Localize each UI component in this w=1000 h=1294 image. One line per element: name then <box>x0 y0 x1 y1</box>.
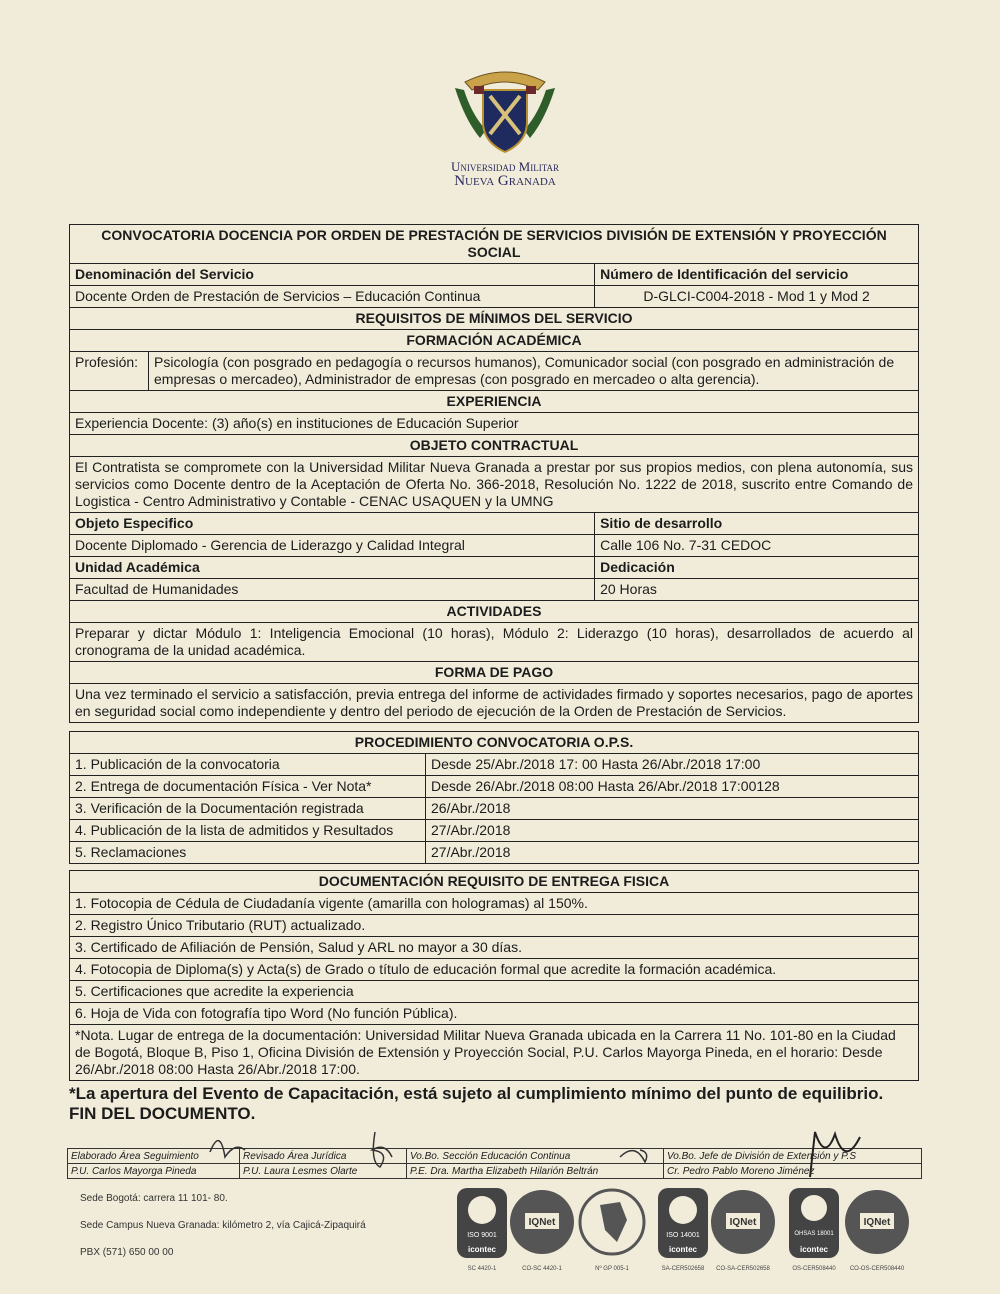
certification-logos <box>455 1180 925 1275</box>
cert-code: CO-OS-CER508440 <box>849 1266 905 1272</box>
iso9001-label: ISO 9001 <box>467 1232 497 1239</box>
experiencia-value: Experiencia Docente: (3) año(s) en instituciones de Educación Superior <box>70 413 919 435</box>
footer-pbx: PBX (571) 650 00 00 <box>80 1247 174 1258</box>
list-item <box>70 1003 919 1025</box>
formacion-title: FORMACIÓN ACADÉMICA <box>70 330 919 352</box>
procedimiento-date: 27/Abr./2018 <box>426 842 919 864</box>
cert-code: OS-CER508440 <box>792 1266 836 1272</box>
iso14001-label: ISO 14001 <box>666 1232 700 1239</box>
icontec-label: icontec <box>799 1245 829 1254</box>
document-title: CONVOCATORIA DOCENCIA POR ORDEN DE PRESTACIÓN DE SERVICIOS DIVISIÓN DE EXTENSIÓN Y PROYECCIÓN SOCIAL <box>70 225 919 264</box>
sig-role-elaborado: Elaborado Área Seguimiento <box>68 1149 240 1164</box>
cert-code: CO-SC 4420-1 <box>522 1266 562 1272</box>
documentacion-item: 6. Hoja de Vida con fotografía tipo Word (No función Pública). <box>70 1003 919 1025</box>
forma-pago-title: FORMA DE PAGO <box>70 662 919 684</box>
objeto-contractual-text: El Contratista se compromete con la Universidad Militar Nueva Granada a prestar por sus propios medios, con plena autonomía, sus servicios como Docente dentro de la Aceptación de Oferta No. 366-2018, Resolución No. 1222 de 2018, suscrito entre Comando de Logistica - Centro Administrativo y Contable - CENAC USAQUEN y la UMNG <box>70 457 919 513</box>
actividades-text: Preparar y dictar Módulo 1: Inteligencia Emocional (10 horas), Módulo 2: Liderazgo (10 horas), desarrollados de acuerdo al cronograma de la unidad académica. <box>70 623 919 662</box>
sitio-desarrollo-label: Sitio de desarrollo <box>595 513 919 535</box>
procedimiento-date: Desde 25/Abr./2018 17: 00 Hasta 26/Abr./2018 17:00 <box>426 754 919 776</box>
cert-code: SA-CER502658 <box>661 1266 705 1272</box>
iqnet-label: IQNet <box>863 1217 891 1228</box>
forma-pago-text: Una vez terminado el servicio a satisfacción, previa entrega del informe de actividades firmado y soportes necesarios, pago de aportes en seguridad social como independiente y dentro del periodo de ejecución de la Orden de Prestación de Servicios. <box>70 684 919 723</box>
colombia-map-seal-icon <box>580 1190 644 1272</box>
sig-role-revisado: Revisado Área Jurídica <box>240 1149 407 1164</box>
unidad-academica-label: Unidad Académica <box>70 557 595 579</box>
denominacion-label: Denominación del Servicio <box>70 264 595 286</box>
procedimiento-step: 1. Publicación de la convocatoria <box>70 754 426 776</box>
footer-sede-campus: Sede Campus Nueva Granada: kilómetro 2, vía Cajicá-Zipaquirá <box>80 1220 366 1231</box>
procedimiento-step: 3. Verificación de la Documentación registrada <box>70 798 426 820</box>
icontec-label: icontec <box>467 1245 497 1254</box>
profesion-value: Psicología (con posgrado en pedagogía o recursos humanos), Comunicador social (con posgrado en administración de empresas o mercadeo), Administrador de empresas (con posgrado en mercadeo o alta gerencia). <box>149 352 919 391</box>
cert-code: SC 4420-1 <box>467 1266 497 1272</box>
experiencia-title: EXPERIENCIA <box>70 391 919 413</box>
dedicacion-value: 20 Horas <box>595 579 919 601</box>
documentacion-item: 3. Certificado de Afiliación de Pensión, Salud y ARL no mayor a 30 días. <box>70 937 919 959</box>
requisitos-title: REQUISITOS DE MÍNIMOS DEL SERVICIO <box>70 308 919 330</box>
iqnet-label: IQNet <box>729 1217 757 1228</box>
procedimiento-title: PROCEDIMIENTO CONVOCATORIA O.P.S. <box>70 732 919 754</box>
footer-sede-bogota: Sede Bogotá: carrera 11 101- 80. <box>80 1193 228 1204</box>
documentacion-item: 1. Fotocopia de Cédula de Ciudadanía vigente (amarilla con hologramas) al 150%. <box>70 893 919 915</box>
objeto-especifico-label: Objeto Especifico <box>70 513 595 535</box>
handwritten-signatures <box>180 1122 880 1182</box>
iqnet-icon <box>845 1190 909 1272</box>
procedimiento-step: 4. Publicación de la lista de admitidos y Resultados <box>70 820 426 842</box>
cert-code: Nº GP 005-1 <box>595 1266 629 1272</box>
table-row <box>70 842 919 864</box>
documentacion-table <box>69 870 919 1081</box>
numero-identificacion-value: D-GLCI-C004-2018 - Mod 1 y Mod 2 <box>595 286 919 308</box>
sig-name-revisado: P.U. Laura Lesmes Olarte <box>240 1164 407 1179</box>
university-logo <box>425 60 585 190</box>
procedimiento-table <box>69 731 919 864</box>
table-row <box>70 776 919 798</box>
crest-icon <box>450 60 560 160</box>
dedicacion-label: Dedicación <box>595 557 919 579</box>
sig-name-vobo-educacion: P.E. Dra. Martha Elizabeth Hilarión Beltrán <box>407 1164 664 1179</box>
icontec-iso14001-icon <box>658 1188 708 1272</box>
documentacion-nota: *Nota. Lugar de entrega de la documentación: Universidad Militar Nueva Granada ubicada en la Carrera 11 No. 101-80 en la Ciudad de Bogotá, Bloque B, Piso 1, Oficina División de Extensión y Proyección Social, P.U. Carlos Mayorga Pineda, en el horario: Desde 26/Abr./2018 08:00 Hasta 26/Abr./2018 17:00. <box>70 1025 919 1081</box>
sig-name-vobo-jefe: Cr. Pedro Pablo Moreno Jiménez <box>664 1164 922 1179</box>
sig-name-elaborado: P.U. Carlos Mayorga Pineda <box>68 1164 240 1179</box>
ohsas-label: OHSAS 18001 <box>794 1231 834 1237</box>
list-item <box>70 893 919 915</box>
table-row <box>70 754 919 776</box>
sig-role-vobo-educacion: Vo.Bo. Sección Educación Continua <box>407 1149 664 1164</box>
objeto-contractual-title: OBJETO CONTRACTUAL <box>70 435 919 457</box>
icontec-ohsas-icon <box>789 1188 839 1272</box>
apertura-note: *La apertura del Evento de Capacitación, está sujeto al cumplimiento mínimo del punto de equilibrio. <box>69 1084 884 1103</box>
fin-documento: FIN DEL DOCUMENTO. <box>69 1104 256 1123</box>
sitio-desarrollo-value: Calle 106 No. 7-31 CEDOC <box>595 535 919 557</box>
table-row <box>70 820 919 842</box>
numero-identificacion-label: Número de Identificación del servicio <box>595 264 919 286</box>
sig-role-vobo-jefe: Vo.Bo. Jefe de División de Extensión y P.S <box>664 1149 922 1164</box>
iqnet-icon <box>510 1190 574 1272</box>
cert-code: CO-SA-CER502658 <box>716 1266 770 1272</box>
convocatoria-table <box>69 224 919 723</box>
icontec-iso9001-icon <box>457 1188 507 1272</box>
procedimiento-step: 2. Entrega de documentación Física - Ver Nota* <box>70 776 426 798</box>
table-row <box>70 798 919 820</box>
list-item <box>70 981 919 1003</box>
unidad-academica-value: Facultad de Humanidades <box>70 579 595 601</box>
iqnet-label: IQNet <box>528 1217 556 1228</box>
documentacion-item: 2. Registro Único Tributario (RUT) actualizado. <box>70 915 919 937</box>
actividades-title: ACTIVIDADES <box>70 601 919 623</box>
university-name-line2: Nueva Granada <box>454 173 556 189</box>
profesion-label: Profesión: <box>70 352 149 391</box>
objeto-especifico-value: Docente Diplomado - Gerencia de Liderazgo y Calidad Integral <box>70 535 595 557</box>
documentacion-item: 5. Certificaciones que acredite la experiencia <box>70 981 919 1003</box>
procedimiento-date: 26/Abr./2018 <box>426 798 919 820</box>
denominacion-value: Docente Orden de Prestación de Servicios – Educación Continua <box>70 286 595 308</box>
procedimiento-date: 27/Abr./2018 <box>426 820 919 842</box>
university-name-line1: Universidad Militar <box>451 159 559 174</box>
iqnet-icon <box>711 1190 775 1272</box>
documentacion-title: DOCUMENTACIÓN REQUISITO DE ENTREGA FISICA <box>70 871 919 893</box>
list-item <box>70 959 919 981</box>
list-item <box>70 937 919 959</box>
documentacion-item: 4. Fotocopia de Diploma(s) y Acta(s) de Grado o título de educación formal que acredite la formación académica. <box>70 959 919 981</box>
icontec-label: icontec <box>668 1245 698 1254</box>
list-item <box>70 915 919 937</box>
procedimiento-date: Desde 26/Abr./2018 08:00 Hasta 26/Abr./2018 17:00128 <box>426 776 919 798</box>
procedimiento-step: 5. Reclamaciones <box>70 842 426 864</box>
